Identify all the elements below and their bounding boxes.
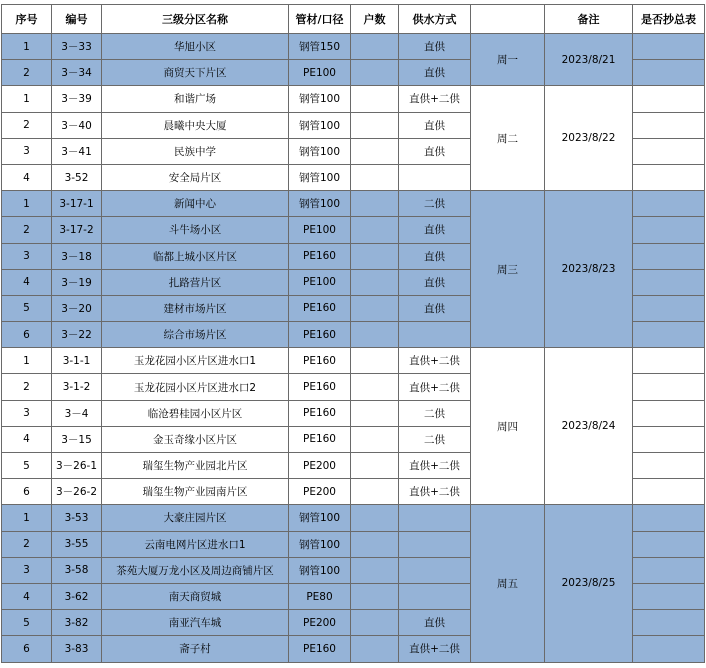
cell-supply-mode: 直供 (399, 217, 471, 243)
header-zone-name: 三级分区名称 (102, 5, 289, 34)
cell-code: 3-1-1 (52, 348, 102, 374)
cell-supply-mode: 直供 (399, 138, 471, 164)
cell-code: 3-83 (52, 636, 102, 662)
cell-meter-read (633, 505, 705, 531)
cell-households (351, 610, 399, 636)
cell-households (351, 400, 399, 426)
header-households: 户数 (351, 5, 399, 34)
cell-pipe: PE200 (289, 453, 351, 479)
cell-code: 3－26-1 (52, 453, 102, 479)
cell-meter-read (633, 295, 705, 321)
cell-code: 3－26-2 (52, 479, 102, 505)
cell-zone-name: 和谐广场 (102, 86, 289, 112)
cell-households (351, 636, 399, 662)
cell-households (351, 505, 399, 531)
cell-zone-name: 新闻中心 (102, 191, 289, 217)
cell-supply-mode: 直供 (399, 112, 471, 138)
cell-index: 1 (2, 191, 52, 217)
cell-pipe: 钢管100 (289, 112, 351, 138)
cell-index: 6 (2, 479, 52, 505)
cell-code: 3-52 (52, 164, 102, 190)
cell-pipe: PE200 (289, 479, 351, 505)
cell-zone-name: 南亚汽车城 (102, 610, 289, 636)
cell-households (351, 243, 399, 269)
cell-zone-name: 云南电网片区进水口1 (102, 531, 289, 557)
cell-meter-read (633, 86, 705, 112)
header-day (471, 5, 545, 34)
table-row (2, 34, 705, 60)
cell-supply-mode (399, 322, 471, 348)
cell-pipe: PE160 (289, 374, 351, 400)
cell-code: 3-62 (52, 583, 102, 609)
header-index: 序号 (2, 5, 52, 34)
cell-zone-name: 华旭小区 (102, 34, 289, 60)
cell-supply-mode (399, 557, 471, 583)
cell-index: 1 (2, 34, 52, 60)
cell-households (351, 453, 399, 479)
cell-index: 5 (2, 453, 52, 479)
cell-meter-read (633, 112, 705, 138)
cell-code: 3-82 (52, 610, 102, 636)
cell-zone-name: 安全局片区 (102, 164, 289, 190)
cell-code: 3-53 (52, 505, 102, 531)
cell-pipe: 钢管100 (289, 531, 351, 557)
cell-index: 3 (2, 138, 52, 164)
cell-index: 4 (2, 269, 52, 295)
cell-meter-read (633, 217, 705, 243)
cell-supply-mode: 直供+二供 (399, 348, 471, 374)
cell-zone-name: 南天商贸城 (102, 583, 289, 609)
cell-households (351, 269, 399, 295)
cell-index: 3 (2, 557, 52, 583)
cell-code: 3－41 (52, 138, 102, 164)
cell-households (351, 138, 399, 164)
table-row (2, 191, 705, 217)
cell-households (351, 34, 399, 60)
cell-households (351, 191, 399, 217)
cell-pipe: PE160 (289, 426, 351, 452)
cell-pipe: PE100 (289, 217, 351, 243)
cell-meter-read (633, 636, 705, 662)
cell-pipe: 钢管100 (289, 191, 351, 217)
cell-date: 2023/8/24 (545, 348, 633, 505)
cell-meter-read (633, 426, 705, 452)
table-row (2, 505, 705, 531)
cell-meter-read (633, 138, 705, 164)
cell-households (351, 583, 399, 609)
cell-date: 2023/8/23 (545, 191, 633, 348)
cell-pipe: PE160 (289, 400, 351, 426)
cell-zone-name: 斋子村 (102, 636, 289, 662)
cell-pipe: PE160 (289, 243, 351, 269)
cell-meter-read (633, 60, 705, 86)
cell-index: 2 (2, 374, 52, 400)
cell-code: 3－33 (52, 34, 102, 60)
cell-supply-mode: 直供 (399, 243, 471, 269)
cell-index: 2 (2, 531, 52, 557)
cell-day: 周四 (471, 348, 545, 505)
cell-index: 2 (2, 217, 52, 243)
cell-supply-mode: 二供 (399, 191, 471, 217)
cell-meter-read (633, 557, 705, 583)
cell-date: 2023/8/21 (545, 34, 633, 86)
cell-index: 5 (2, 610, 52, 636)
cell-supply-mode: 二供 (399, 426, 471, 452)
cell-code: 3－20 (52, 295, 102, 321)
cell-households (351, 86, 399, 112)
cell-code: 3－40 (52, 112, 102, 138)
cell-meter-read (633, 610, 705, 636)
cell-pipe: PE200 (289, 610, 351, 636)
cell-meter-read (633, 479, 705, 505)
cell-zone-name: 民族中学 (102, 138, 289, 164)
cell-pipe: PE80 (289, 583, 351, 609)
cell-supply-mode: 直供+二供 (399, 86, 471, 112)
cell-meter-read (633, 531, 705, 557)
cell-day: 周三 (471, 191, 545, 348)
cell-pipe: 钢管150 (289, 34, 351, 60)
header-meter-read: 是否抄总表 (633, 5, 705, 34)
cell-code: 3－15 (52, 426, 102, 452)
cell-pipe: PE100 (289, 60, 351, 86)
cell-households (351, 374, 399, 400)
cell-index: 2 (2, 112, 52, 138)
cell-date: 2023/8/22 (545, 86, 633, 191)
cell-day: 周五 (471, 505, 545, 662)
cell-supply-mode: 直供+二供 (399, 636, 471, 662)
cell-zone-name: 斗牛场小区 (102, 217, 289, 243)
header-pipe: 管材/口径 (289, 5, 351, 34)
cell-zone-name: 金玉奇缘小区片区 (102, 426, 289, 452)
cell-meter-read (633, 164, 705, 190)
cell-supply-mode: 直供 (399, 60, 471, 86)
cell-households (351, 60, 399, 86)
cell-code: 3-17-1 (52, 191, 102, 217)
cell-code: 3-17-2 (52, 217, 102, 243)
cell-code: 3－22 (52, 322, 102, 348)
cell-zone-name: 商贸天下片区 (102, 60, 289, 86)
cell-households (351, 217, 399, 243)
cell-index: 3 (2, 400, 52, 426)
cell-households (351, 557, 399, 583)
cell-pipe: PE100 (289, 269, 351, 295)
cell-index: 1 (2, 348, 52, 374)
cell-pipe: 钢管100 (289, 164, 351, 190)
cell-supply-mode (399, 531, 471, 557)
cell-meter-read (633, 374, 705, 400)
cell-code: 3－34 (52, 60, 102, 86)
table-row (2, 86, 705, 112)
header-remark: 备注 (545, 5, 633, 34)
cell-code: 3-1-2 (52, 374, 102, 400)
cell-supply-mode: 直供 (399, 34, 471, 60)
cell-index: 3 (2, 243, 52, 269)
header-row (2, 5, 705, 34)
cell-zone-name: 晨曦中央大厦 (102, 112, 289, 138)
cell-households (351, 426, 399, 452)
cell-code: 3－19 (52, 269, 102, 295)
cell-date: 2023/8/25 (545, 505, 633, 662)
cell-supply-mode: 直供 (399, 295, 471, 321)
cell-index: 2 (2, 60, 52, 86)
cell-pipe: PE160 (289, 636, 351, 662)
cell-zone-name: 瑞玺生物产业园南片区 (102, 479, 289, 505)
cell-pipe: 钢管100 (289, 505, 351, 531)
cell-pipe: 钢管100 (289, 138, 351, 164)
cell-pipe: 钢管100 (289, 86, 351, 112)
cell-households (351, 479, 399, 505)
cell-zone-name: 综合市场片区 (102, 322, 289, 348)
cell-meter-read (633, 243, 705, 269)
cell-index: 1 (2, 86, 52, 112)
cell-index: 4 (2, 583, 52, 609)
cell-pipe: PE160 (289, 295, 351, 321)
cell-households (351, 164, 399, 190)
cell-zone-name: 扎路营片区 (102, 269, 289, 295)
cell-meter-read (633, 453, 705, 479)
cell-zone-name: 临沧碧桂园小区片区 (102, 400, 289, 426)
header-supply-mode: 供水方式 (399, 5, 471, 34)
cell-supply-mode (399, 505, 471, 531)
cell-code: 3－18 (52, 243, 102, 269)
cell-day: 周一 (471, 34, 545, 86)
cell-households (351, 322, 399, 348)
cell-code: 3-55 (52, 531, 102, 557)
cell-pipe: PE160 (289, 348, 351, 374)
cell-index: 6 (2, 636, 52, 662)
cell-index: 6 (2, 322, 52, 348)
cell-supply-mode (399, 164, 471, 190)
table-row (2, 348, 705, 374)
cell-zone-name: 建材市场片区 (102, 295, 289, 321)
cell-supply-mode (399, 583, 471, 609)
cell-supply-mode: 直供 (399, 269, 471, 295)
cell-households (351, 531, 399, 557)
cell-pipe: PE160 (289, 322, 351, 348)
cell-supply-mode: 直供+二供 (399, 374, 471, 400)
cell-meter-read (633, 348, 705, 374)
cell-zone-name: 瑞玺生物产业园北片区 (102, 453, 289, 479)
cell-meter-read (633, 269, 705, 295)
cell-households (351, 112, 399, 138)
schedule-table (1, 4, 705, 663)
cell-supply-mode: 直供+二供 (399, 479, 471, 505)
cell-zone-name: 临都上城小区片区 (102, 243, 289, 269)
cell-zone-name: 茶苑大厦万龙小区及周边商铺片区 (102, 557, 289, 583)
cell-households (351, 348, 399, 374)
cell-index: 4 (2, 164, 52, 190)
cell-meter-read (633, 583, 705, 609)
cell-supply-mode: 二供 (399, 400, 471, 426)
cell-households (351, 295, 399, 321)
cell-zone-name: 玉龙花园小区片区进水口1 (102, 348, 289, 374)
cell-index: 1 (2, 505, 52, 531)
cell-code: 3-58 (52, 557, 102, 583)
cell-zone-name: 玉龙花园小区片区进水口2 (102, 374, 289, 400)
cell-supply-mode: 直供 (399, 610, 471, 636)
cell-index: 5 (2, 295, 52, 321)
cell-supply-mode: 直供+二供 (399, 453, 471, 479)
cell-meter-read (633, 34, 705, 60)
cell-pipe: 钢管100 (289, 557, 351, 583)
cell-meter-read (633, 322, 705, 348)
cell-code: 3－39 (52, 86, 102, 112)
header-code: 编号 (52, 5, 102, 34)
cell-code: 3－4 (52, 400, 102, 426)
cell-day: 周二 (471, 86, 545, 191)
cell-meter-read (633, 191, 705, 217)
cell-zone-name: 大豪庄园片区 (102, 505, 289, 531)
cell-meter-read (633, 400, 705, 426)
cell-index: 4 (2, 426, 52, 452)
